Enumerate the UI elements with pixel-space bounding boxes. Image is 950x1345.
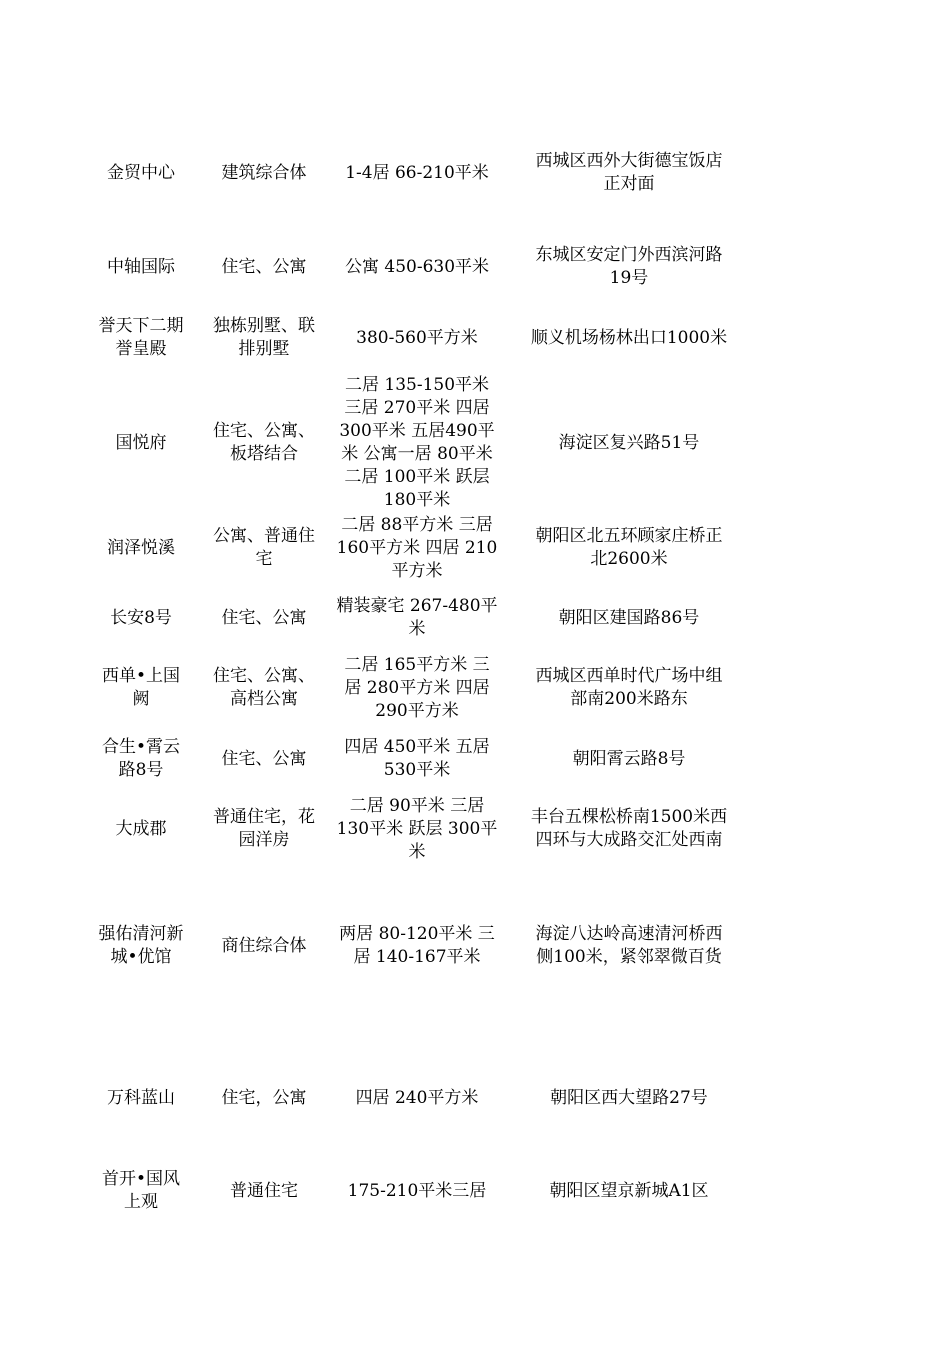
property-type-cell (202, 1145, 326, 1237)
table-row (80, 1050, 750, 1146)
cell-line: 誉天下二期 (98, 316, 184, 336)
cell-line: 175-210平米三居 (347, 1180, 487, 1201)
unit-size-cell (326, 514, 508, 582)
cell-line: 二居 135-150平米 (344, 375, 490, 395)
cell-line: 商住综合体 (221, 935, 307, 956)
cell-line: 米 (408, 619, 426, 639)
cell-line: 住宅、公寓、 (213, 421, 315, 441)
property-type-cell (202, 372, 326, 514)
project-name-cell (80, 314, 202, 362)
cell-line: 国悦府 (115, 432, 167, 453)
unit-size-cell (326, 652, 508, 724)
unit-size-cell (326, 126, 508, 220)
property-type-cell (202, 126, 326, 220)
property-type-cell (202, 868, 326, 1024)
cell-line: 住宅、公寓 (221, 748, 307, 769)
property-type-cell (202, 314, 326, 362)
cell-line: 海淀区复兴路51号 (558, 432, 700, 453)
project-name-cell (80, 372, 202, 514)
cell-line: 正对面 (603, 174, 655, 194)
cell-line: 居 280平方米 四居 (344, 677, 490, 698)
cell-line: 独栋别墅、联 (213, 316, 315, 336)
cell-line: 路8号 (118, 760, 164, 780)
cell-line: 园洋房 (238, 830, 290, 850)
table-row (80, 220, 750, 314)
table-row (80, 790, 750, 868)
cell-line: 强佑清河新 (98, 924, 184, 944)
address-cell (508, 868, 750, 1024)
cell-line: 朝阳霄云路8号 (572, 748, 686, 769)
cell-line: 米 (408, 841, 426, 862)
cell-line: 建筑综合体 (221, 162, 307, 183)
cell-line: 万科蓝山 (107, 1087, 175, 1108)
cell-line: 金贸中心 (107, 162, 175, 183)
cell-line: 四环与大成路交汇处西南 (535, 830, 723, 850)
unit-size-cell (326, 790, 508, 868)
property-type-cell (202, 730, 326, 788)
table-row (80, 1145, 750, 1237)
address-cell (508, 1145, 750, 1237)
project-name-cell (80, 1050, 202, 1146)
cell-line: 合生•霄云 (101, 737, 181, 757)
cell-line: 19号 (609, 268, 649, 288)
cell-line: 两居 80-120平米 三 (339, 924, 495, 944)
table-row (80, 514, 750, 582)
cell-line: 首开•国风 (101, 1169, 181, 1189)
address-cell (508, 790, 750, 868)
project-name-cell (80, 868, 202, 1024)
cell-line: 160平方米 四居 210 (336, 537, 498, 558)
cell-line: 上观 (124, 1192, 158, 1212)
cell-line: 二居 100平米 跃层 (344, 467, 490, 487)
unit-size-cell (326, 372, 508, 514)
cell-line: 普通住宅 (230, 1180, 298, 1201)
project-name-cell (80, 514, 202, 582)
cell-line: 西城区西外大街德宝饭店 (535, 151, 723, 171)
cell-line: 住宅、公寓 (221, 256, 307, 277)
cell-line: 西城区西单时代广场中组 (535, 666, 723, 686)
cell-line: 住宅，公寓 (221, 1087, 307, 1108)
cell-line: 1-4居 66-210平米 (345, 162, 489, 183)
cell-line: 丰台五棵松桥南1500米西 (530, 807, 728, 827)
table-row (80, 868, 750, 1024)
table-row (80, 314, 750, 362)
property-type-cell (202, 594, 326, 642)
property-type-cell (202, 220, 326, 314)
cell-line: 二居 165平方米 三 (344, 654, 490, 675)
address-cell (508, 730, 750, 788)
cell-line: 侧100米，紧邻翠微百货 (536, 947, 722, 967)
cell-line: 四居 450平米 五居 (344, 737, 490, 757)
cell-line: 海淀八达岭高速清河桥西 (535, 924, 723, 944)
cell-line: 排别墅 (238, 339, 290, 359)
cell-line: 城•优馆 (110, 947, 172, 967)
cell-line: 三居 270平米 四居 (344, 398, 490, 418)
project-name-cell (80, 126, 202, 220)
cell-line: 住宅、公寓、 (213, 666, 315, 686)
cell-line: 誉皇殿 (115, 339, 167, 359)
property-type-cell (202, 1050, 326, 1146)
project-name-cell (80, 220, 202, 314)
cell-line: 130平米 跃层 300平 (336, 818, 498, 839)
cell-line: 朝阳区西大望路27号 (550, 1087, 708, 1108)
address-cell (508, 220, 750, 314)
table-row (80, 730, 750, 788)
address-cell (508, 514, 750, 582)
cell-line: 公寓、普通住 (213, 526, 315, 546)
table-row (80, 652, 750, 724)
cell-line: 四居 240平方米 (355, 1087, 479, 1108)
cell-line: 宅 (255, 549, 273, 569)
project-name-cell (80, 790, 202, 868)
cell-line: 平方米 (391, 560, 443, 581)
cell-line: 中轴国际 (107, 256, 175, 277)
property-type-cell (202, 790, 326, 868)
address-cell (508, 372, 750, 514)
property-type-cell (202, 514, 326, 582)
unit-size-cell (326, 730, 508, 788)
address-cell (508, 1050, 750, 1146)
table-row (80, 126, 750, 220)
cell-line: 530平米 (383, 760, 451, 780)
cell-line: 顺义机场杨林出口1000米 (530, 327, 728, 348)
project-name-cell (80, 730, 202, 788)
cell-line: 板塔结合 (230, 444, 298, 464)
cell-line: 部南200米路东 (570, 689, 688, 709)
project-name-cell (80, 652, 202, 724)
project-name-cell (80, 1145, 202, 1237)
project-name-cell (80, 594, 202, 642)
cell-line: 米 公寓一居 80平米 (341, 444, 493, 464)
property-type-cell (202, 652, 326, 724)
cell-line: 精装豪宅 267-480平 (336, 596, 498, 616)
cell-line: 公寓 450-630平米 (344, 256, 490, 277)
address-cell (508, 594, 750, 642)
cell-line: 二居 88平方米 三居 (341, 514, 493, 535)
cell-line: 高档公寓 (230, 689, 298, 709)
cell-line: 朝阳区北五环顾家庄桥正 (535, 526, 723, 546)
unit-size-cell (326, 868, 508, 1024)
address-cell (508, 314, 750, 362)
cell-line: 润泽悦溪 (107, 537, 175, 558)
cell-line: 朝阳区望京新城A1区 (549, 1180, 709, 1201)
unit-size-cell (326, 314, 508, 362)
cell-line: 住宅、公寓 (221, 607, 307, 628)
cell-line: 北2600米 (590, 549, 668, 569)
cell-line: 180平米 (383, 490, 451, 510)
cell-line: 大成郡 (115, 818, 167, 839)
cell-line: 居 140-167平米 (353, 947, 481, 967)
unit-size-cell (326, 1050, 508, 1146)
cell-line: 东城区安定门外西滨河路 (535, 245, 723, 265)
cell-line: 西单•上国 (101, 666, 181, 686)
unit-size-cell (326, 594, 508, 642)
table-row (80, 372, 750, 514)
address-cell (508, 126, 750, 220)
cell-line: 阙 (132, 689, 150, 709)
cell-line: 290平方米 (375, 700, 459, 721)
cell-line: 二居 90平米 三居 (349, 795, 485, 816)
address-cell (508, 652, 750, 724)
cell-line: 长安8号 (110, 607, 172, 628)
unit-size-cell (326, 1145, 508, 1237)
unit-size-cell (326, 220, 508, 314)
cell-line: 380-560平方米 (356, 327, 478, 348)
cell-line: 普通住宅，花 (213, 807, 315, 827)
cell-line: 朝阳区建国路86号 (558, 607, 700, 628)
cell-line: 300平米 五居490平 (339, 421, 495, 441)
table-row (80, 594, 750, 642)
